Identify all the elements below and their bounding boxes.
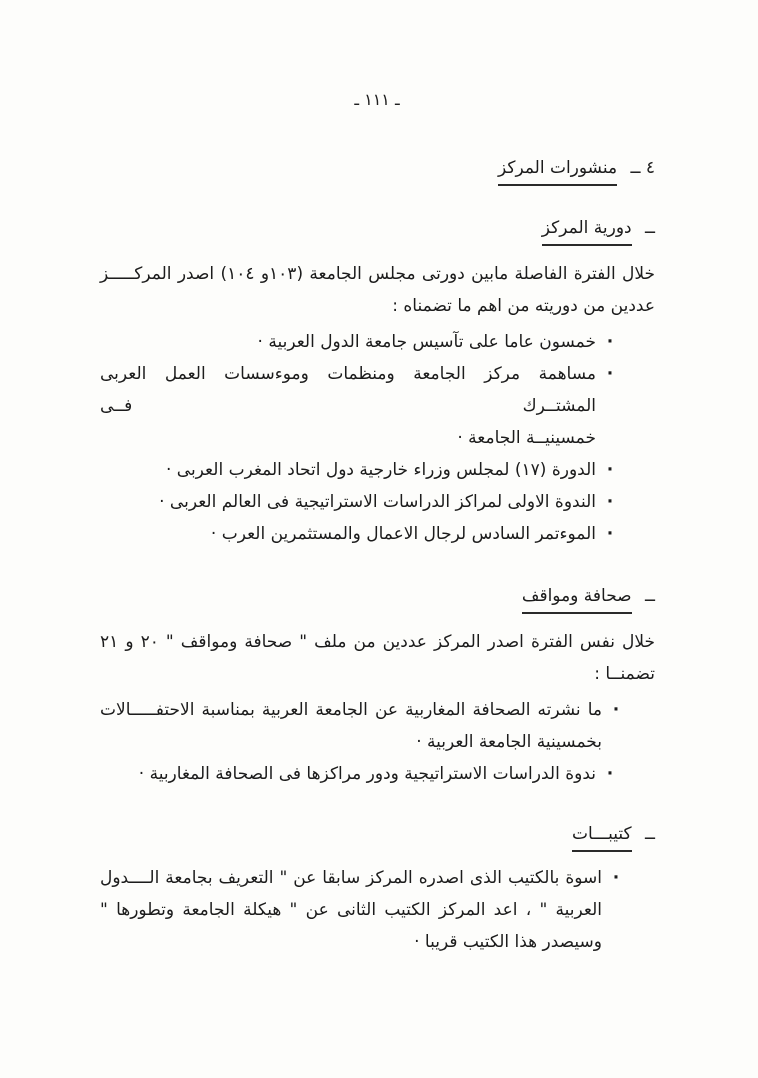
sahafa-section-title: صحافة ومواقف bbox=[522, 584, 632, 614]
dawriya-section-heading bbox=[100, 212, 655, 246]
bullet-line: الدورة (١٧) لمجلس وزراء خارجية دول اتحاد المغرب العربى · bbox=[165, 460, 596, 480]
kutayyibat-section-title: كتيبـــات bbox=[572, 822, 632, 852]
list-item bbox=[100, 358, 655, 454]
dawriya-bullet-list bbox=[100, 326, 655, 550]
kutayyibat-bullet-list bbox=[100, 862, 655, 958]
list-item bbox=[100, 518, 655, 550]
dawriya-intro-paragraph bbox=[100, 258, 655, 322]
bullet-line: خمسون عاما على تآسيس جامعة الدول العربية · bbox=[257, 332, 596, 352]
publications-heading bbox=[100, 152, 655, 186]
page-number: ـ ١١١ ـ bbox=[354, 90, 400, 109]
bullet-dot-icon: · bbox=[606, 460, 614, 480]
paragraph-line: عددين من دوريته من اهم ما تضمناه : bbox=[392, 296, 655, 316]
bullet-line: العربية " ، اعد المركز الكتيب الثانى عن " هيكلة الجامعة وتطورها " bbox=[100, 900, 602, 920]
paragraph-line: تضمنــا : bbox=[594, 664, 655, 684]
bullet-line: الموءتمر السادس لرجال الاعمال والمستثمرين العرب · bbox=[210, 524, 596, 544]
bullet-line: بخمسينية الجامعة العربية · bbox=[416, 732, 602, 752]
paragraph-line: خلال الفترة الفاصلة مابين دورتى مجلس الجامعة (١٠٣و ١٠٤) اصدر المركـــــز bbox=[100, 264, 656, 284]
dash-icon: ــ bbox=[645, 218, 655, 238]
page-content bbox=[100, 152, 655, 958]
bullet-line: اسوة بالكتيب الذى اصدره المركز سابقا عن " التعريف بجامعة الــــدول bbox=[100, 868, 602, 888]
bullet-line: الندوة الاولى لمراكز الدراسات الاستراتيجية فى العالم العربى · bbox=[159, 492, 596, 512]
dash-icon: ــ bbox=[645, 586, 655, 606]
list-item bbox=[100, 758, 655, 790]
bullet-dot-icon: · bbox=[606, 364, 614, 384]
sahafa-section-heading bbox=[100, 580, 655, 614]
bullet-dot-icon: · bbox=[612, 700, 620, 720]
bullet-dot-icon: · bbox=[606, 524, 614, 544]
kutayyibat-section-heading bbox=[100, 818, 655, 852]
list-item bbox=[100, 486, 655, 518]
paragraph-line: خلال نفس الفترة اصدر المركز عددين من ملف " صحافة ومواقف " ٢٠ و ٢١ bbox=[100, 632, 655, 652]
list-item bbox=[100, 454, 655, 486]
bullet-line: وسيصدر هذا الكتيب قريبا · bbox=[414, 932, 602, 952]
bullet-dot-icon: · bbox=[606, 332, 614, 352]
bullet-dot-icon: · bbox=[606, 492, 614, 512]
dawriya-section-title: دورية المركز bbox=[542, 216, 632, 246]
sahafa-intro-paragraph bbox=[100, 626, 655, 690]
list-item bbox=[100, 694, 655, 758]
dash-icon: ــ bbox=[645, 824, 655, 844]
bullet-line: ندوة الدراسات الاستراتيجية ودور مراكزها فى الصحافة المغاربية · bbox=[138, 764, 596, 784]
bullet-line: مساهمة مركز الجامعة ومنظمات وموءسسات العمل العربى المشتــرك فــى bbox=[100, 364, 596, 416]
bullet-line: ما نشرته الصحافة المغاربية عن الجامعة العربية بمناسبة الاحتفـــــالات bbox=[100, 700, 602, 720]
list-item bbox=[100, 862, 655, 958]
sahafa-bullet-list bbox=[100, 694, 655, 790]
list-item bbox=[100, 326, 655, 358]
bullet-line: خمسينيــة الجامعة · bbox=[457, 428, 596, 448]
heading-number: ٤ ــ bbox=[630, 158, 655, 178]
publications-heading-title: منشورات المركز bbox=[498, 156, 617, 186]
bullet-dot-icon: · bbox=[606, 764, 614, 784]
bullet-dot-icon: · bbox=[612, 868, 620, 888]
